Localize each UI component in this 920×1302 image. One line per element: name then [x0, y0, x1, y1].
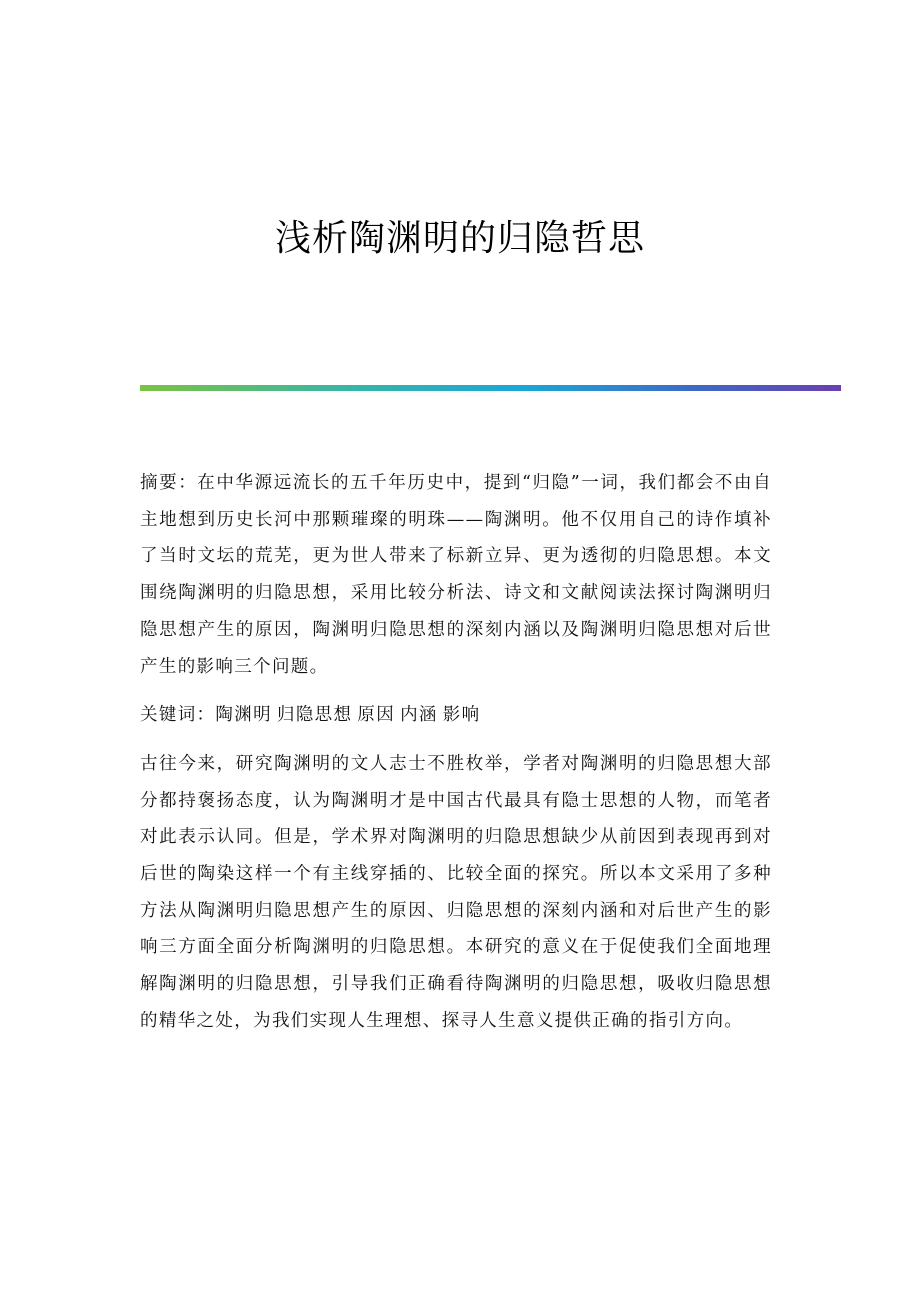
abstract-text: 在中华源远流长的五千年历史中，提到“归隐”一词，我们都会不由自主地想到历史长河中那颗璀璨的明珠——陶渊明。他不仅用自己的诗作填补了当时文坛的荒芜，更为世人带来了标新立异、更为透彻的归隐思想。本文围绕陶渊明的归隐思想，采用比较分析法、诗文和文献阅读法探讨陶渊明归隐思想产生的原因，陶渊明归隐思想的深刻内涵以及陶渊明归隐思想对后世产生的影响三个问题。 [140, 473, 772, 677]
keyword-item: 原因 [357, 705, 396, 726]
keywords-label: 关键词： [140, 705, 216, 726]
document-body [140, 465, 772, 1040]
keyword-item: 影响 [442, 705, 481, 726]
introduction-paragraph: 古往今来，研究陶渊明的文人志士不胜枚举，学者对陶渊明的归隐思想大部分都持褒扬态度，认为陶渊明才是中国古代最具有隐士思想的人物，而笔者对此表示认同。但是，学术界对陶渊明的归隐思想缺少从前因到表现再到对后世的陶染这样一个有主线穿插的、比较全面的探究。所以本文采用了多种方法从陶渊明归隐思想产生的原因、归隐思想的深刻内涵和对后世产生的影响三方面全面分析陶渊明的归隐思想。本研究的意义在于促使我们全面地理解陶渊明的归隐思想，引导我们正确看待陶渊明的归隐思想，吸收归隐思想的精华之处，为我们实现人生理想、探寻人生意义提供正确的指引方向。 [140, 753, 772, 1031]
document-title: 浅析陶渊明的归隐哲思 [274, 218, 645, 259]
keyword-item: 归隐思想 [276, 705, 353, 726]
title-divider-rule [140, 385, 841, 391]
keyword-item: 内涵 [400, 705, 438, 726]
abstract-paragraph [140, 465, 772, 685]
keyword-item: 陶渊明 [215, 705, 272, 726]
abstract-label: 摘要： [140, 473, 198, 493]
keywords-paragraph [140, 697, 772, 734]
